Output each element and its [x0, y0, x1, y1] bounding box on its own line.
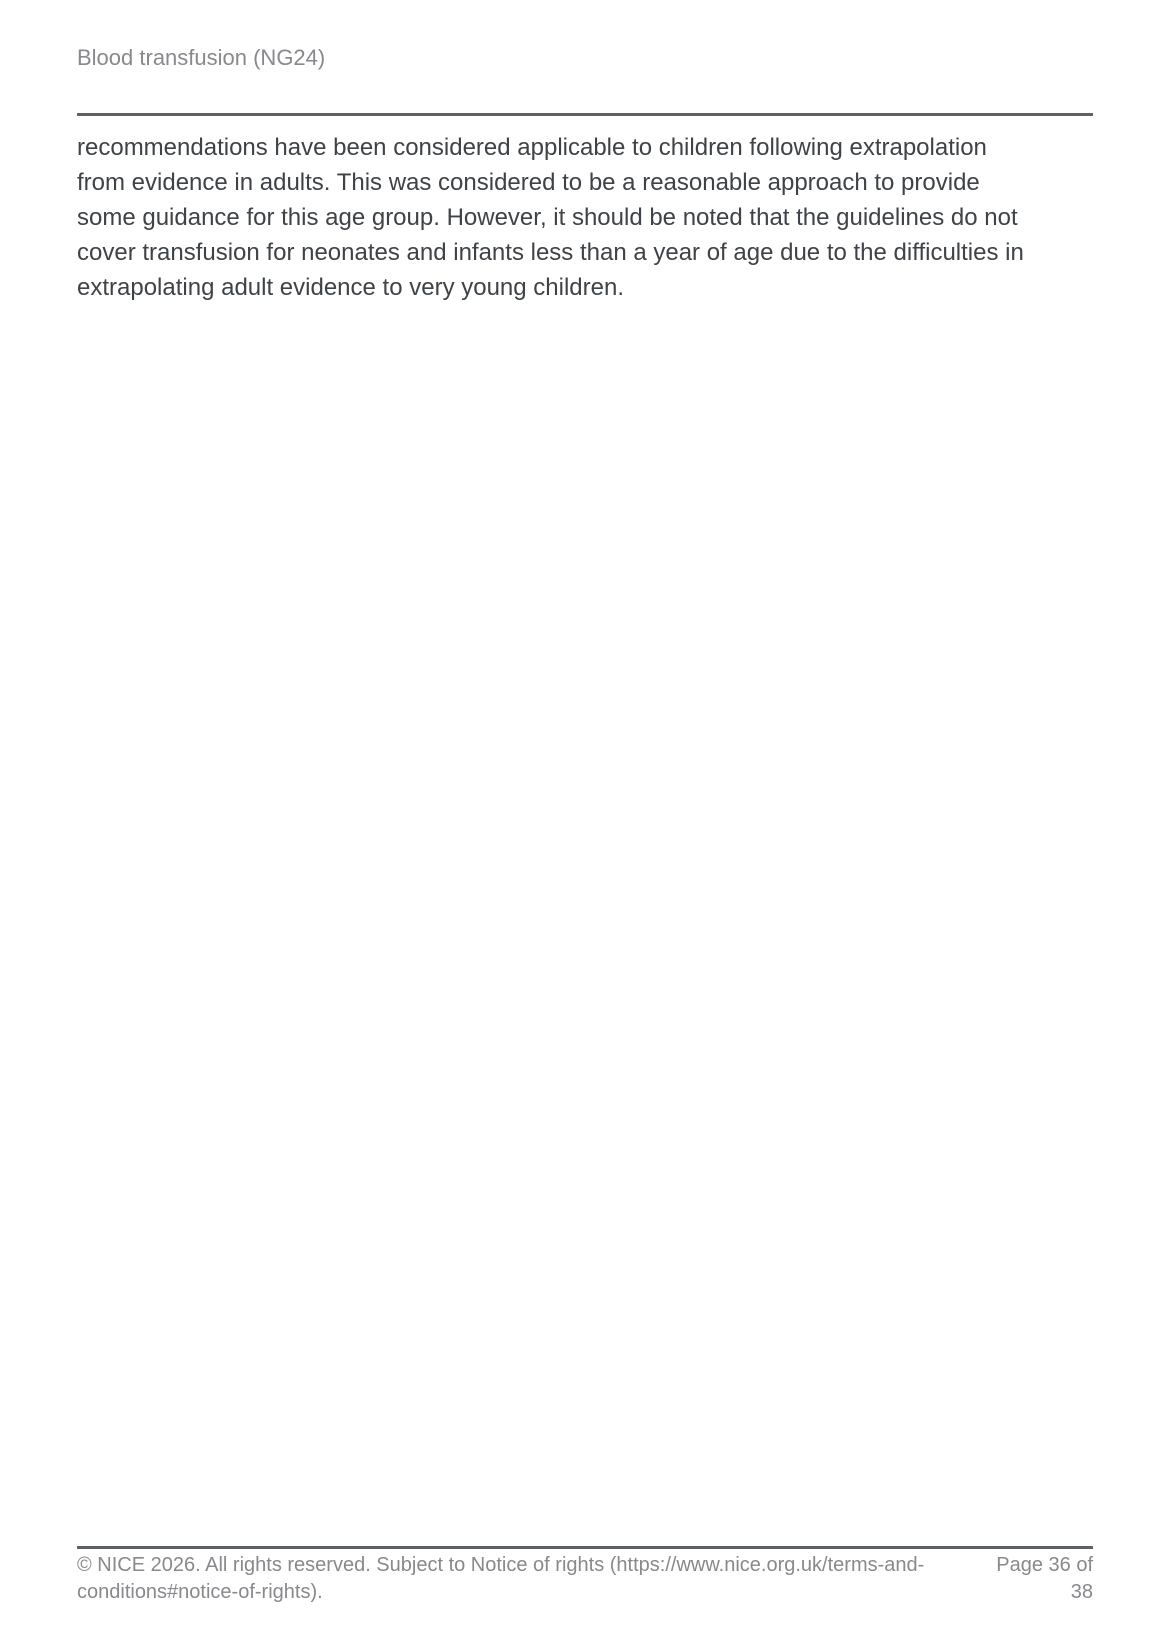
footer-divider [77, 1546, 1093, 1549]
footer-row [77, 1552, 1093, 1606]
running-header-title: Blood transfusion (NG24) [77, 45, 326, 70]
page-number: Page 36 of 38 [996, 1554, 1093, 1603]
page-footer [77, 1546, 1093, 1606]
header-divider [77, 113, 1093, 116]
body-paragraph: recommendations have been considered applicable to children following extrapolation from evidence in adults. This was considered to be a reasonable approach to provide some guidance for this age group. However, it should be noted that the guidelines do not cover transfusion for neonates and infants less than a year of age due to the difficulties in extrapolating adult evidence to very young children. [77, 134, 1024, 301]
copyright-notice: © NICE 2026. All rights reserved. Subject to Notice of rights (https://www.nice.org.uk/terms-and-conditions#notice-of-rights). [77, 1554, 925, 1603]
